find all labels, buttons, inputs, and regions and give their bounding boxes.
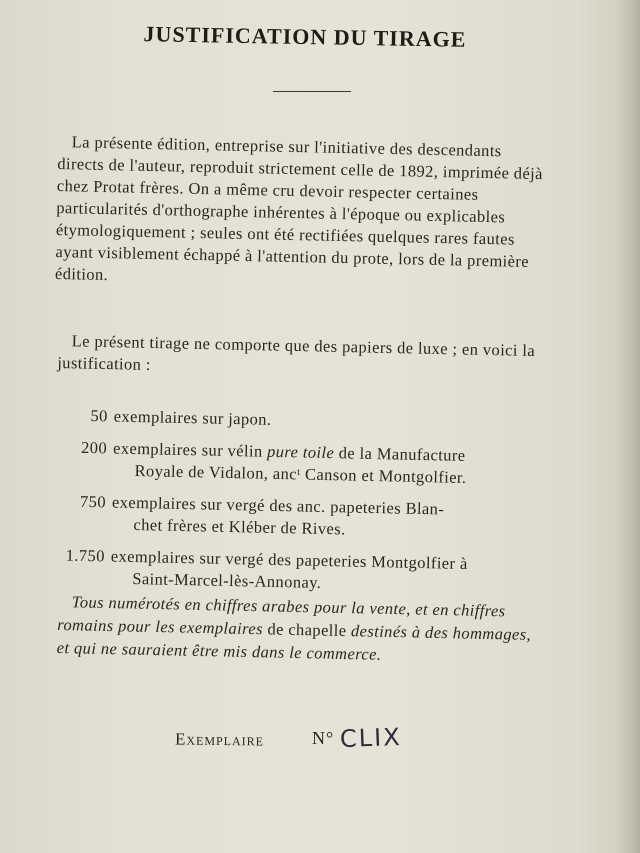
list-item-line1-italic: pure toile: [266, 441, 335, 463]
page-edge-shadow: [614, 0, 640, 853]
list-item: [38, 436, 559, 491]
paragraph-edition: [55, 131, 548, 295]
list-item-line2: Royale de Vidalon, ancᵗ Canson et Montgolfier.: [134, 460, 467, 487]
paragraph-edition-text: La présente édition, entreprise sur l'initiative des descendants directs de l'auteur, reproduit strictement celle de 1892, imprimée déjà chez Protat frères. On a même cru devoir respecter certaines particularités d'orthographe inhérentes à l'époque ou explicables étymologiquement ; seules ont été rectifiées quelques rares fautes ayant visiblement échappé à l'attention du prote, lors de la première édition.: [54, 132, 544, 285]
list-item-quantity: 1.750: [65, 545, 106, 566]
list-item-quantity: 50: [90, 406, 108, 426]
numero-label: N°: [312, 728, 335, 748]
list-item-quantity: 750: [79, 491, 107, 512]
numbering-note: [57, 590, 548, 669]
list-item-line2: chet frères et Kléber de Rives.: [133, 514, 346, 539]
list-item: [37, 490, 558, 545]
list-item-line1: exemplaires sur vergé des papeteries Montgolfier à: [110, 546, 468, 573]
title-divider: [273, 91, 351, 92]
print-run-list: [36, 404, 560, 609]
list-item: [40, 404, 560, 437]
paragraph-tirage: Le présent tirage ne comporte que des papiers de luxe ; en voici la justification :: [57, 331, 536, 374]
list-item-description: [114, 406, 560, 437]
list-item-line1: exemplaires sur vergé des anc. papeteries Blan-: [111, 492, 445, 519]
list-item-description: [110, 546, 557, 599]
numbering-note-italic-2: destinés à des hommages, et qui ne sauraient être mis dans le commerce.: [56, 621, 532, 664]
list-item-line1-before: exemplaires sur vélin: [112, 438, 268, 461]
numbering-note-italic-1: Tous numérotés en chiffres arabes pour la vente, et en chiffres romains pour les exemplaires: [57, 592, 506, 639]
list-item-description: [111, 492, 558, 545]
list-item-line2: Saint-Marcel-lès-Annonay.: [132, 568, 322, 592]
exemplaire-label: Exemplaire: [174, 729, 265, 750]
numbering-note-roman: de chapelle: [262, 619, 352, 641]
handwritten-copy-number: CLIX: [339, 722, 403, 754]
list-item-line1: exemplaires sur japon.: [113, 406, 272, 429]
numbering-note-text: [57, 590, 548, 669]
page-title: JUSTIFICATION DU TIRAGE: [143, 21, 467, 52]
list-item-quantity: 200: [80, 437, 108, 458]
list-item-description: [112, 438, 559, 491]
list-item-line1-after: de la Manufacture: [333, 443, 466, 465]
